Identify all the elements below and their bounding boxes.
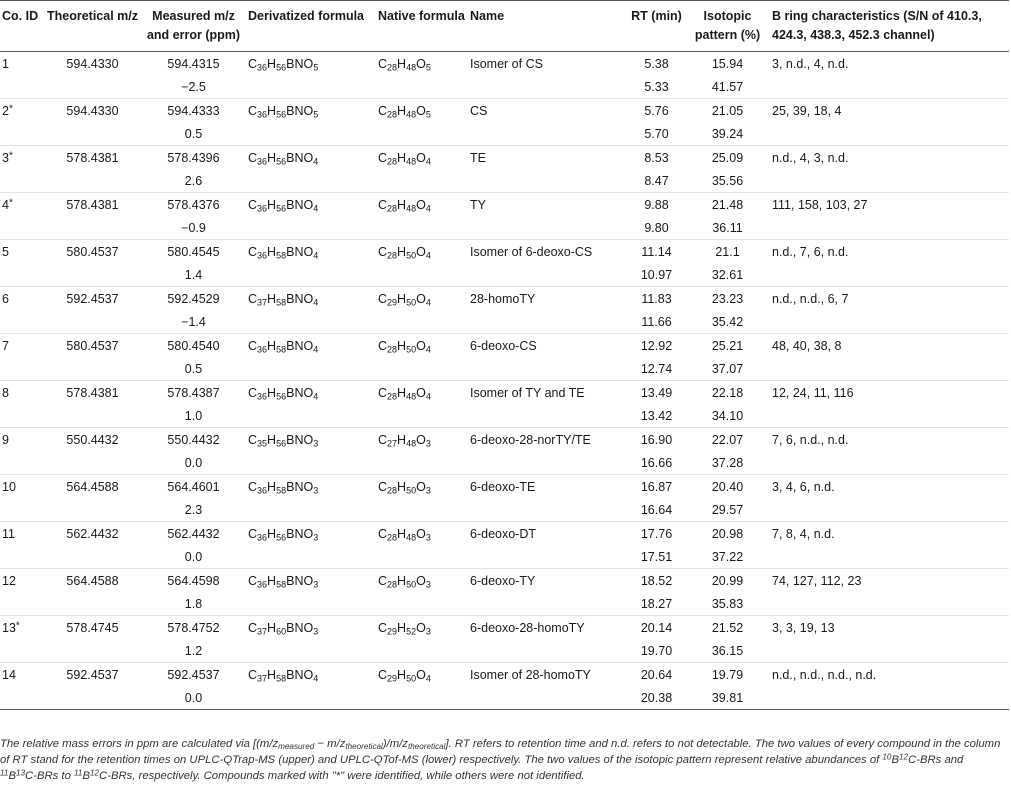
- empty-cell: [468, 498, 628, 522]
- table-row-sub: [0, 216, 1009, 240]
- isotopic-upper: 20.99: [711, 573, 744, 588]
- empty-cell: [770, 498, 1009, 522]
- empty-cell: [246, 404, 376, 428]
- table-row-sub: [0, 122, 1009, 146]
- isotopic-upper: 21.48: [711, 197, 744, 212]
- measured-mz: 564.4601: [167, 479, 220, 494]
- compound-id: 5: [2, 244, 9, 259]
- compound-name: Isomer of TY and TE: [470, 385, 585, 400]
- b-ring-characteristics: 48, 40, 38, 8: [772, 338, 842, 353]
- empty-cell: [246, 639, 376, 663]
- empty-cell: [44, 592, 141, 616]
- mass-error-ppm: 1.8: [141, 592, 246, 616]
- empty-cell: [468, 451, 628, 475]
- table-row: [0, 193, 1009, 217]
- mass-error-ppm: 2.6: [141, 169, 246, 193]
- mass-error-ppm: 0.0: [141, 545, 246, 569]
- theoretical-mz: 562.4432: [66, 526, 119, 541]
- theoretical-mz: 564.4588: [66, 573, 119, 588]
- table-row: [0, 287, 1009, 311]
- derivatized-formula: $C_{36}H_{56}BNO_4$: [248, 385, 319, 401]
- empty-cell: [44, 169, 141, 193]
- b-ring-characteristics: 3, 4, 6, n.d.: [772, 479, 835, 494]
- empty-cell: [0, 545, 44, 569]
- measured-mz: 562.4432: [167, 526, 220, 541]
- empty-cell: [0, 639, 44, 663]
- theoretical-mz: 578.4381: [66, 150, 119, 165]
- empty-cell: [44, 310, 141, 334]
- table-row-sub: [0, 404, 1009, 428]
- isotopic-lower: 35.83: [685, 592, 770, 616]
- empty-cell: [468, 216, 628, 240]
- measured-mz: 594.4333: [167, 103, 220, 118]
- derivatized-formula: $C_{36}H_{56}BNO_4$: [248, 150, 319, 166]
- empty-cell: [468, 404, 628, 428]
- empty-cell: [0, 216, 44, 240]
- empty-cell: [468, 75, 628, 99]
- empty-cell: [376, 357, 468, 381]
- derivatized-formula: $C_{36}H_{58}BNO_3$: [248, 573, 319, 589]
- rt-upper: 20.14: [640, 620, 673, 635]
- theoretical-mz: 594.4330: [66, 56, 119, 71]
- rt-lower: 18.27: [628, 592, 685, 616]
- theoretical-mz: 550.4432: [66, 432, 119, 447]
- compound-name: Isomer of 28-homoTY: [470, 667, 591, 682]
- rt-lower: 16.64: [628, 498, 685, 522]
- measured-mz: 580.4540: [167, 338, 220, 353]
- empty-cell: [770, 216, 1009, 240]
- isotopic-upper: 15.94: [711, 56, 744, 71]
- table-row-sub: [0, 263, 1009, 287]
- rt-lower: 13.42: [628, 404, 685, 428]
- native-formula: $C_{28}H_{48}O_4$: [378, 197, 431, 213]
- derivatized-formula: $C_{37}H_{58}BNO_4$: [248, 291, 319, 307]
- empty-cell: [44, 216, 141, 240]
- compound-id: 2*: [2, 103, 13, 118]
- header-b-ring: B ring characteristics (S/N of 410.3, 424.3, 438.3, 452.3 channel): [770, 1, 1009, 52]
- isotopic-lower: 34.10: [685, 404, 770, 428]
- isotopic-lower: 35.42: [685, 310, 770, 334]
- empty-cell: [246, 216, 376, 240]
- empty-cell: [0, 122, 44, 146]
- mass-error-ppm: −2.5: [141, 75, 246, 99]
- mass-error-ppm: −1.4: [141, 310, 246, 334]
- derivatized-formula: $C_{36}H_{58}BNO_4$: [248, 244, 319, 260]
- rt-upper: 20.64: [640, 667, 673, 682]
- header-derivatized-formula: Derivatized formula: [246, 1, 376, 52]
- table-row-sub: [0, 357, 1009, 381]
- table-row-sub: [0, 639, 1009, 663]
- isotopic-upper: 19.79: [711, 667, 744, 682]
- b-ring-characteristics: 111, 158, 103, 27: [772, 197, 868, 212]
- table-body: [0, 52, 1009, 710]
- measured-mz: 578.4387: [167, 385, 220, 400]
- table-header-row: [0, 1, 1009, 52]
- measured-mz: 578.4376: [167, 197, 220, 212]
- empty-cell: [44, 263, 141, 287]
- empty-cell: [770, 122, 1009, 146]
- empty-cell: [376, 498, 468, 522]
- rt-upper: 11.14: [641, 244, 672, 259]
- compound-id: 11: [2, 526, 15, 541]
- compound-id: 10: [2, 479, 16, 494]
- measured-mz: 592.4529: [167, 291, 220, 306]
- isotopic-upper: 20.98: [711, 526, 744, 541]
- native-formula: $C_{28}H_{50}O_4$: [378, 244, 431, 260]
- empty-cell: [468, 592, 628, 616]
- isotopic-upper: 22.07: [711, 432, 744, 447]
- compound-name: 6-deoxo-DT: [470, 526, 536, 541]
- compound-name: 6-deoxo-TY: [470, 573, 536, 588]
- mass-error-ppm: 1.4: [141, 263, 246, 287]
- empty-cell: [44, 451, 141, 475]
- table-row: [0, 428, 1009, 452]
- mass-error-ppm: 0.0: [141, 451, 246, 475]
- table-row: [0, 334, 1009, 358]
- empty-cell: [770, 357, 1009, 381]
- measured-mz: 594.4315: [167, 56, 220, 71]
- table-row: [0, 616, 1009, 640]
- empty-cell: [246, 122, 376, 146]
- derivatized-formula: $C_{37}H_{58}BNO_4$: [248, 667, 319, 683]
- empty-cell: [44, 75, 141, 99]
- isotopic-lower: 36.11: [685, 216, 770, 240]
- compound-id: 6: [2, 291, 9, 306]
- measured-mz: 578.4396: [167, 150, 220, 165]
- empty-cell: [246, 310, 376, 334]
- table-row: [0, 381, 1009, 405]
- measured-mz: 580.4545: [167, 244, 220, 259]
- table-row-sub: [0, 451, 1009, 475]
- native-formula: $C_{28}H_{50}O_4$: [378, 338, 431, 354]
- compound-name: 6-deoxo-28-norTY/TE: [470, 432, 591, 447]
- b-ring-characteristics: 7, 6, n.d., n.d.: [772, 432, 849, 447]
- compound-id: 1: [2, 56, 9, 71]
- empty-cell: [0, 498, 44, 522]
- empty-cell: [44, 545, 141, 569]
- empty-cell: [770, 75, 1009, 99]
- empty-cell: [376, 263, 468, 287]
- rt-upper: 5.38: [644, 56, 669, 71]
- empty-cell: [246, 451, 376, 475]
- derivatized-formula: $C_{36}H_{58}BNO_4$: [248, 338, 319, 354]
- empty-cell: [376, 169, 468, 193]
- compound-name: 6-deoxo-TE: [470, 479, 536, 494]
- native-formula: $C_{28}H_{48}O_4$: [378, 150, 431, 166]
- isotopic-lower: 29.57: [685, 498, 770, 522]
- empty-cell: [44, 498, 141, 522]
- empty-cell: [770, 686, 1009, 710]
- mass-error-ppm: 0.5: [141, 357, 246, 381]
- rt-upper: 9.88: [644, 197, 669, 212]
- b-ring-characteristics: n.d., 7, 6, n.d.: [772, 244, 849, 259]
- mass-error-ppm: 1.2: [141, 639, 246, 663]
- derivatized-formula: $C_{36}H_{56}BNO_3$: [248, 526, 319, 542]
- empty-cell: [468, 122, 628, 146]
- rt-lower: 12.74: [628, 357, 685, 381]
- native-formula: $C_{28}H_{50}O_3$: [378, 479, 431, 495]
- header-rt: RT (min): [628, 1, 685, 52]
- isotopic-upper: 21.05: [711, 103, 744, 118]
- empty-cell: [246, 169, 376, 193]
- table-row: [0, 569, 1009, 593]
- mass-error-ppm: −0.9: [141, 216, 246, 240]
- isotopic-upper: 23.23: [711, 291, 744, 306]
- measured-mz: 592.4537: [167, 667, 220, 682]
- native-formula: $C_{28}H_{48}O_4$: [378, 385, 431, 401]
- table-row-sub: [0, 686, 1009, 710]
- rt-upper: 16.87: [640, 479, 673, 494]
- table-row-sub: [0, 545, 1009, 569]
- rt-upper: 11.83: [641, 291, 672, 306]
- compound-name: Isomer of 6-deoxo-CS: [470, 244, 593, 259]
- rt-lower: 11.66: [628, 310, 685, 334]
- rt-lower: 9.80: [628, 216, 685, 240]
- empty-cell: [0, 169, 44, 193]
- rt-lower: 17.51: [628, 545, 685, 569]
- compound-id: 4*: [2, 197, 13, 212]
- empty-cell: [376, 122, 468, 146]
- empty-cell: [376, 310, 468, 334]
- empty-cell: [376, 545, 468, 569]
- empty-cell: [770, 592, 1009, 616]
- table-footnote: The relative mass errors in ppm are calculated via $[(m/z_{measured} - m/z_{theoretical})/m/z_{theoretical}]$. RT refers to retention time and n.d. refers to not detectable. The two values of every compound in the column of RT stand for the retention times on UPLC-QTrap-MS (upper) and UPLC-QTof-MS (lower) respectively. The two values of the isotopic pattern represent relative abundances of $^{10}B^{12}C$-BRs and $^{11}B^{13}C$-BRs to $^{11}B^{12}C$-BRs, respectively. Compounds marked with "*" were identified, while others were not identified.: [0, 738, 1001, 782]
- compound-id: 14: [2, 667, 16, 682]
- table-row: [0, 475, 1009, 499]
- empty-cell: [246, 357, 376, 381]
- empty-cell: [770, 451, 1009, 475]
- rt-upper: 12.92: [640, 338, 673, 353]
- empty-cell: [0, 686, 44, 710]
- native-formula: $C_{29}H_{52}O_3$: [378, 620, 431, 636]
- empty-cell: [246, 498, 376, 522]
- empty-cell: [468, 545, 628, 569]
- isotopic-lower: 37.22: [685, 545, 770, 569]
- native-formula: $C_{28}H_{48}O_3$: [378, 526, 431, 542]
- theoretical-mz: 580.4537: [66, 244, 119, 259]
- native-formula: $C_{27}H_{48}O_3$: [378, 432, 431, 448]
- rt-upper: 16.90: [640, 432, 673, 447]
- theoretical-mz: 592.4537: [66, 667, 119, 682]
- empty-cell: [44, 686, 141, 710]
- header-isotopic-pattern: Isotopic pattern (%): [685, 1, 770, 52]
- rt-upper: 18.52: [640, 573, 673, 588]
- header-co-id: Co. ID: [0, 1, 44, 52]
- b-ring-characteristics: 3, n.d., 4, n.d.: [772, 56, 849, 71]
- empty-cell: [376, 404, 468, 428]
- table-row-sub: [0, 592, 1009, 616]
- theoretical-mz: 564.4588: [66, 479, 119, 494]
- rt-lower: 5.33: [628, 75, 685, 99]
- empty-cell: [0, 404, 44, 428]
- table-row: [0, 52, 1009, 76]
- isotopic-lower: 39.81: [685, 686, 770, 710]
- empty-cell: [770, 639, 1009, 663]
- empty-cell: [770, 545, 1009, 569]
- compound-name: 6-deoxo-28-homoTY: [470, 620, 585, 635]
- table-row-sub: [0, 498, 1009, 522]
- theoretical-mz: 594.4330: [66, 103, 119, 118]
- rt-upper: 8.53: [644, 150, 669, 165]
- empty-cell: [44, 404, 141, 428]
- theoretical-mz: 580.4537: [66, 338, 119, 353]
- isotopic-upper: 21.52: [711, 620, 744, 635]
- isotopic-upper: 22.18: [711, 385, 744, 400]
- theoretical-mz: 592.4537: [66, 291, 119, 306]
- rt-lower: 10.97: [628, 263, 685, 287]
- isotopic-lower: 39.24: [685, 122, 770, 146]
- empty-cell: [376, 451, 468, 475]
- theoretical-mz: 578.4381: [66, 197, 119, 212]
- empty-cell: [246, 545, 376, 569]
- table-row-sub: [0, 75, 1009, 99]
- isotopic-lower: 41.57: [685, 75, 770, 99]
- empty-cell: [44, 122, 141, 146]
- empty-cell: [376, 592, 468, 616]
- empty-cell: [376, 216, 468, 240]
- isotopic-lower: 36.15: [685, 639, 770, 663]
- empty-cell: [376, 686, 468, 710]
- theoretical-mz: 578.4745: [66, 620, 119, 635]
- empty-cell: [468, 263, 628, 287]
- native-formula: $C_{28}H_{48}O_5$: [378, 103, 431, 119]
- derivatized-formula: $C_{36}H_{56}BNO_5$: [248, 103, 319, 119]
- isotopic-upper: 25.21: [711, 338, 744, 353]
- native-formula: $C_{29}H_{50}O_4$: [378, 291, 431, 307]
- measured-mz: 578.4752: [167, 620, 220, 635]
- isotopic-lower: 32.61: [685, 263, 770, 287]
- compound-name: 28-homoTY: [470, 291, 536, 306]
- derivatized-formula: $C_{36}H_{58}BNO_3$: [248, 479, 319, 495]
- isotopic-upper: 25.09: [711, 150, 744, 165]
- empty-cell: [0, 451, 44, 475]
- compound-id: 9: [2, 432, 9, 447]
- compound-name: 6-deoxo-CS: [470, 338, 537, 353]
- empty-cell: [376, 75, 468, 99]
- empty-cell: [468, 686, 628, 710]
- empty-cell: [468, 310, 628, 334]
- derivatized-formula: $C_{36}H_{56}BNO_5$: [248, 56, 319, 72]
- empty-cell: [0, 263, 44, 287]
- empty-cell: [246, 686, 376, 710]
- table-row: [0, 522, 1009, 546]
- isotopic-lower: 35.56: [685, 169, 770, 193]
- empty-cell: [468, 357, 628, 381]
- empty-cell: [0, 75, 44, 99]
- table-row: [0, 663, 1009, 687]
- empty-cell: [44, 639, 141, 663]
- mass-error-ppm: 0.0: [141, 686, 246, 710]
- mass-error-ppm: 0.5: [141, 122, 246, 146]
- header-measured-mz: Measured m/z and error (ppm): [141, 1, 246, 52]
- theoretical-mz: 578.4381: [66, 385, 119, 400]
- rt-lower: 5.70: [628, 122, 685, 146]
- b-ring-characteristics: 3, 3, 19, 13: [772, 620, 835, 635]
- isotopic-lower: 37.07: [685, 357, 770, 381]
- empty-cell: [770, 169, 1009, 193]
- b-ring-characteristics: n.d., n.d., 6, 7: [772, 291, 849, 306]
- table-row: [0, 146, 1009, 170]
- empty-cell: [770, 404, 1009, 428]
- header-theoretical-mz: Theoretical m/z: [44, 1, 141, 52]
- table-row: [0, 240, 1009, 264]
- rt-upper: 17.76: [640, 526, 673, 541]
- rt-upper: 13.49: [640, 385, 673, 400]
- empty-cell: [246, 263, 376, 287]
- isotopic-upper: 20.40: [711, 479, 744, 494]
- compound-name: Isomer of CS: [470, 56, 543, 71]
- rt-lower: 16.66: [628, 451, 685, 475]
- mass-error-ppm: 2.3: [141, 498, 246, 522]
- mass-error-ppm: 1.0: [141, 404, 246, 428]
- compound-id: 7: [2, 338, 9, 353]
- rt-upper: 5.76: [644, 103, 669, 118]
- empty-cell: [246, 75, 376, 99]
- empty-cell: [468, 169, 628, 193]
- derivatized-formula: $C_{37}H_{60}BNO_3$: [248, 620, 319, 636]
- header-name: Name: [468, 1, 628, 52]
- compound-id: 8: [2, 385, 9, 400]
- empty-cell: [770, 263, 1009, 287]
- empty-cell: [770, 310, 1009, 334]
- empty-cell: [0, 310, 44, 334]
- empty-cell: [468, 639, 628, 663]
- native-formula: $C_{29}H_{50}O_4$: [378, 667, 431, 683]
- b-ring-characteristics: 74, 127, 112, 23: [772, 573, 862, 588]
- b-ring-characteristics: 25, 39, 18, 4: [772, 103, 842, 118]
- measured-mz: 550.4432: [167, 432, 220, 447]
- compound-id: 13*: [2, 620, 20, 635]
- compound-name: CS: [470, 103, 488, 118]
- empty-cell: [246, 592, 376, 616]
- b-ring-characteristics: 7, 8, 4, n.d.: [772, 526, 835, 541]
- rt-lower: 8.47: [628, 169, 685, 193]
- table-row-sub: [0, 169, 1009, 193]
- empty-cell: [376, 639, 468, 663]
- compound-name: TY: [470, 197, 486, 212]
- compound-name: TE: [470, 150, 486, 165]
- header-native-formula: Native formula: [376, 1, 468, 52]
- table-row-sub: [0, 310, 1009, 334]
- derivatized-formula: $C_{36}H_{56}BNO_4$: [248, 197, 319, 213]
- derivatized-formula: $C_{35}H_{56}BNO_3$: [248, 432, 319, 448]
- isotopic-upper: 21.1: [715, 244, 740, 259]
- empty-cell: [0, 592, 44, 616]
- b-ring-characteristics: 12, 24, 11, 116: [772, 385, 854, 400]
- compound-id: 3*: [2, 150, 13, 165]
- compound-id: 12: [2, 573, 16, 588]
- native-formula: $C_{28}H_{50}O_3$: [378, 573, 431, 589]
- native-formula: $C_{28}H_{48}O_5$: [378, 56, 431, 72]
- empty-cell: [44, 357, 141, 381]
- rt-lower: 20.38: [628, 686, 685, 710]
- table-row: [0, 99, 1009, 123]
- empty-cell: [0, 357, 44, 381]
- isotopic-lower: 37.28: [685, 451, 770, 475]
- rt-lower: 19.70: [628, 639, 685, 663]
- b-ring-characteristics: n.d., 4, 3, n.d.: [772, 150, 849, 165]
- b-ring-characteristics: n.d., n.d., n.d., n.d.: [772, 667, 877, 682]
- measured-mz: 564.4598: [167, 573, 220, 588]
